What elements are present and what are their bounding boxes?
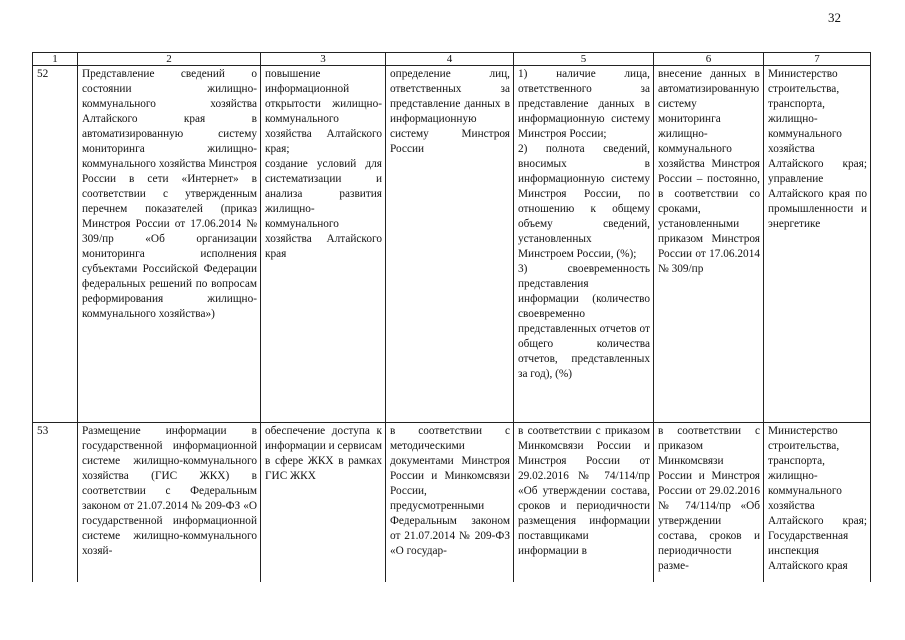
measure-description: Представление сведений о состоянии жилищно-коммунального хозяйства Алтайского края в автоматизированную систему мониторинга жилищно-коммунального хозяйства Минстроя России в сети «Интернет» в соответствии с утвержденным перечнем показателей (приказ Минстроя России от 17.06.2014 № 309/пр «Об организации мониторинга исполнения субъектами Российской Федерации федеральных решений по вопросам реформирования жилищно-коммунального хозяйства») (78, 66, 261, 423)
measure-responsible: Министерство строительства, транспорта, жилищно-коммунального хозяйства Алтайского края; управление Алтайского края по промышленности и энергетике (764, 66, 871, 423)
column-header: 6 (654, 53, 764, 66)
column-header: 5 (514, 53, 654, 66)
measure-deadline: в соответствии с приказом Минкомсвязи России и Минстроя России от 29.02.2016 № 74/114/пр «Об утверждении состава, сроков и периодичности разме- (654, 423, 764, 583)
measure-responsible: Министерство строительства, транспорта, жилищно-коммунального хозяйства Алтайского края; Государственная инспекция Алтайского края (764, 423, 871, 583)
measure-action: определение лиц, ответственных за представление данных в информационную систему Минстроя России (386, 66, 514, 423)
measure-deadline: внесение данных в автоматизированную систему мониторинга жилищно-коммунального хозяйства Минстроя России – постоянно, в соответствии со сроками, установленными приказом Минстроя России от 17.06.2014 № 309/пр (654, 66, 764, 423)
measure-action: в соответствии с методическими документами Минстроя России и Минкомсвязи России, предусмотренными Федеральным законом от 21.07.2014 № 209-ФЗ «О государ- (386, 423, 514, 583)
measure-indicators: 1) наличие лица, ответственного за представление данных в информационную систему Минстроя России; 2) полнота сведений, вносимых в информационную систему Минстроя России, по отношению к общему объему сведений, установленных Минстроем России, (%); 3) своевременность представления информации (количество своевременно представленных отчетов от общего количества отчетов, представленных за год), (%) (514, 66, 654, 423)
table-row (33, 66, 871, 423)
column-header: 4 (386, 53, 514, 66)
page-number: 32 (828, 10, 841, 25)
row-number: 53 (33, 423, 78, 583)
column-header: 2 (78, 53, 261, 66)
column-header: 3 (261, 53, 386, 66)
column-header: 7 (764, 53, 871, 66)
measure-goal: повышение информационной открытости жилищно-коммунального хозяйства Алтайского края; создание условий для систематизации и анализа развития жилищно-коммунального хозяйства Алтайского края (261, 66, 386, 423)
column-header: 1 (33, 53, 78, 66)
measure-description: Размещение информации в государственной информационной системе жилищно-коммунального хозяйства (ГИС ЖКХ) в соответствии с Федеральным законом от 21.07.2014 № 209-ФЗ «О государственной информационной системе жилищно-коммунального хозяй- (78, 423, 261, 583)
measure-indicators: в соответствии с приказом Минкомсвязи России и Минстроя России от 29.02.2016 № 74/114/пр «Об утверждении состава, сроков и периодичности размещения информации поставщиками информации в (514, 423, 654, 583)
table-header-row (33, 53, 871, 66)
row-number: 52 (33, 66, 78, 423)
measure-goal: обеспечение доступа к информации и сервисам в сфере ЖКХ в рамках ГИС ЖКХ (261, 423, 386, 583)
table-row (33, 423, 871, 583)
measures-table (32, 52, 871, 582)
